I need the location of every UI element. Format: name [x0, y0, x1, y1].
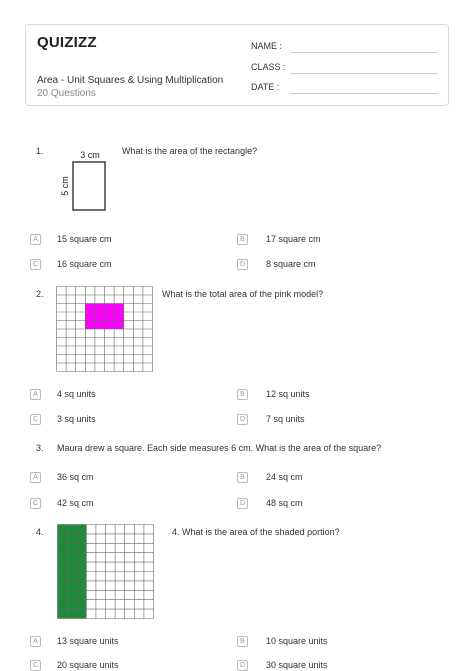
width-label: 3 cm — [80, 150, 100, 160]
class-label: CLASS : — [251, 62, 286, 72]
shaded-cell — [77, 525, 87, 534]
shaded-cell — [77, 572, 87, 581]
shaded-cell — [114, 304, 124, 313]
shaded-cell — [58, 590, 68, 599]
shaded-cell — [67, 600, 77, 609]
option-text[interactable]: 24 sq cm — [266, 472, 303, 482]
shaded-cell — [105, 312, 115, 321]
shaded-cell — [85, 304, 95, 313]
option-text[interactable]: 7 sq units — [266, 414, 305, 424]
pink-model-grid — [56, 286, 156, 372]
option-letter[interactable]: B — [237, 234, 248, 245]
shaded-cell — [67, 543, 77, 552]
option-text[interactable]: 30 square units — [266, 660, 328, 670]
shaded-cell — [58, 525, 68, 534]
option-letter[interactable]: B — [237, 472, 248, 483]
option-letter[interactable]: A — [30, 389, 41, 400]
question-number: 1. — [36, 146, 44, 156]
shaded-cell — [58, 562, 68, 571]
option-text[interactable]: 10 square units — [266, 636, 328, 646]
question-text: Maura drew a square. Each side measures 6 cm. What is the area of the square? — [57, 443, 382, 453]
option-text[interactable]: 15 square cm — [57, 234, 112, 244]
question-text: What is the total area of the pink model? — [162, 289, 324, 299]
option-letter[interactable]: A — [30, 234, 41, 245]
date-label: DATE : — [251, 82, 280, 92]
option-text[interactable]: 36 sq cm — [57, 472, 94, 482]
shaded-cell — [77, 609, 87, 618]
shaded-cell — [114, 312, 124, 321]
height-label: 5 cm — [60, 176, 70, 196]
option-text[interactable]: 48 sq cm — [266, 498, 303, 508]
class-field[interactable] — [290, 73, 438, 74]
option-text[interactable]: 17 square cm — [266, 234, 321, 244]
shaded-cell — [85, 321, 95, 330]
option-letter[interactable]: D — [237, 259, 248, 270]
shaded-cell — [95, 304, 105, 313]
option-text[interactable]: 20 square units — [57, 660, 119, 670]
shaded-cell — [95, 321, 105, 330]
option-letter[interactable]: C — [30, 660, 41, 671]
question-count: 20 Questions — [37, 88, 96, 99]
option-letter[interactable]: D — [237, 498, 248, 509]
green-model-grid — [57, 524, 157, 620]
shaded-cell — [67, 562, 77, 571]
shaded-cell — [77, 581, 87, 590]
worksheet-title: Area - Unit Squares & Using Multiplication — [37, 75, 224, 86]
shaded-cell — [95, 312, 105, 321]
option-text[interactable]: 3 sq units — [57, 414, 96, 424]
shaded-cell — [58, 534, 68, 543]
shaded-cell — [67, 590, 77, 599]
shaded-cell — [67, 534, 77, 543]
rectangle-figure — [58, 148, 110, 214]
rectangle-shape — [73, 162, 105, 210]
option-letter[interactable]: D — [237, 660, 248, 671]
shaded-cell — [85, 312, 95, 321]
question-text: What is the area of the rectangle? — [122, 146, 258, 156]
option-letter[interactable]: C — [30, 259, 41, 270]
shaded-cell — [58, 543, 68, 552]
question-text: 4. What is the area of the shaded portion? — [172, 527, 340, 537]
date-field[interactable] — [290, 93, 438, 94]
option-text[interactable]: 42 sq cm — [57, 498, 94, 508]
name-field[interactable] — [290, 52, 438, 53]
shaded-cell — [67, 609, 77, 618]
option-text[interactable]: 8 square cm — [266, 259, 316, 269]
shaded-cell — [77, 590, 87, 599]
shaded-cell — [58, 609, 68, 618]
option-text[interactable]: 13 square units — [57, 636, 119, 646]
quizizz-logo: QUIZIZZ — [37, 34, 97, 51]
name-label: NAME : — [251, 41, 283, 51]
shaded-cell — [67, 572, 77, 581]
shaded-cell — [77, 534, 87, 543]
shaded-cell — [58, 553, 68, 562]
shaded-cell — [58, 572, 68, 581]
shaded-cell — [105, 304, 115, 313]
question-number: 3. — [36, 443, 44, 453]
shaded-cell — [77, 600, 87, 609]
shaded-cell — [77, 562, 87, 571]
option-text[interactable]: 12 sq units — [266, 389, 310, 399]
option-text[interactable]: 16 square cm — [57, 259, 112, 269]
question-number: 4. — [36, 527, 44, 537]
grid-lines — [57, 287, 153, 372]
shaded-cell — [114, 321, 124, 330]
option-letter[interactable]: C — [30, 498, 41, 509]
option-letter[interactable]: B — [237, 389, 248, 400]
shaded-cell — [77, 543, 87, 552]
shaded-cell — [67, 581, 77, 590]
shaded-cell — [58, 600, 68, 609]
option-letter[interactable]: D — [237, 414, 248, 425]
question-number: 2. — [36, 289, 44, 299]
option-letter[interactable]: A — [30, 636, 41, 647]
shaded-cell — [58, 581, 68, 590]
option-text[interactable]: 4 sq units — [57, 389, 96, 399]
option-letter[interactable]: B — [237, 636, 248, 647]
option-letter[interactable]: A — [30, 472, 41, 483]
shaded-cell — [67, 553, 77, 562]
shaded-cell — [67, 525, 77, 534]
option-letter[interactable]: C — [30, 414, 41, 425]
shaded-cell — [105, 321, 115, 330]
shaded-cell — [77, 553, 87, 562]
